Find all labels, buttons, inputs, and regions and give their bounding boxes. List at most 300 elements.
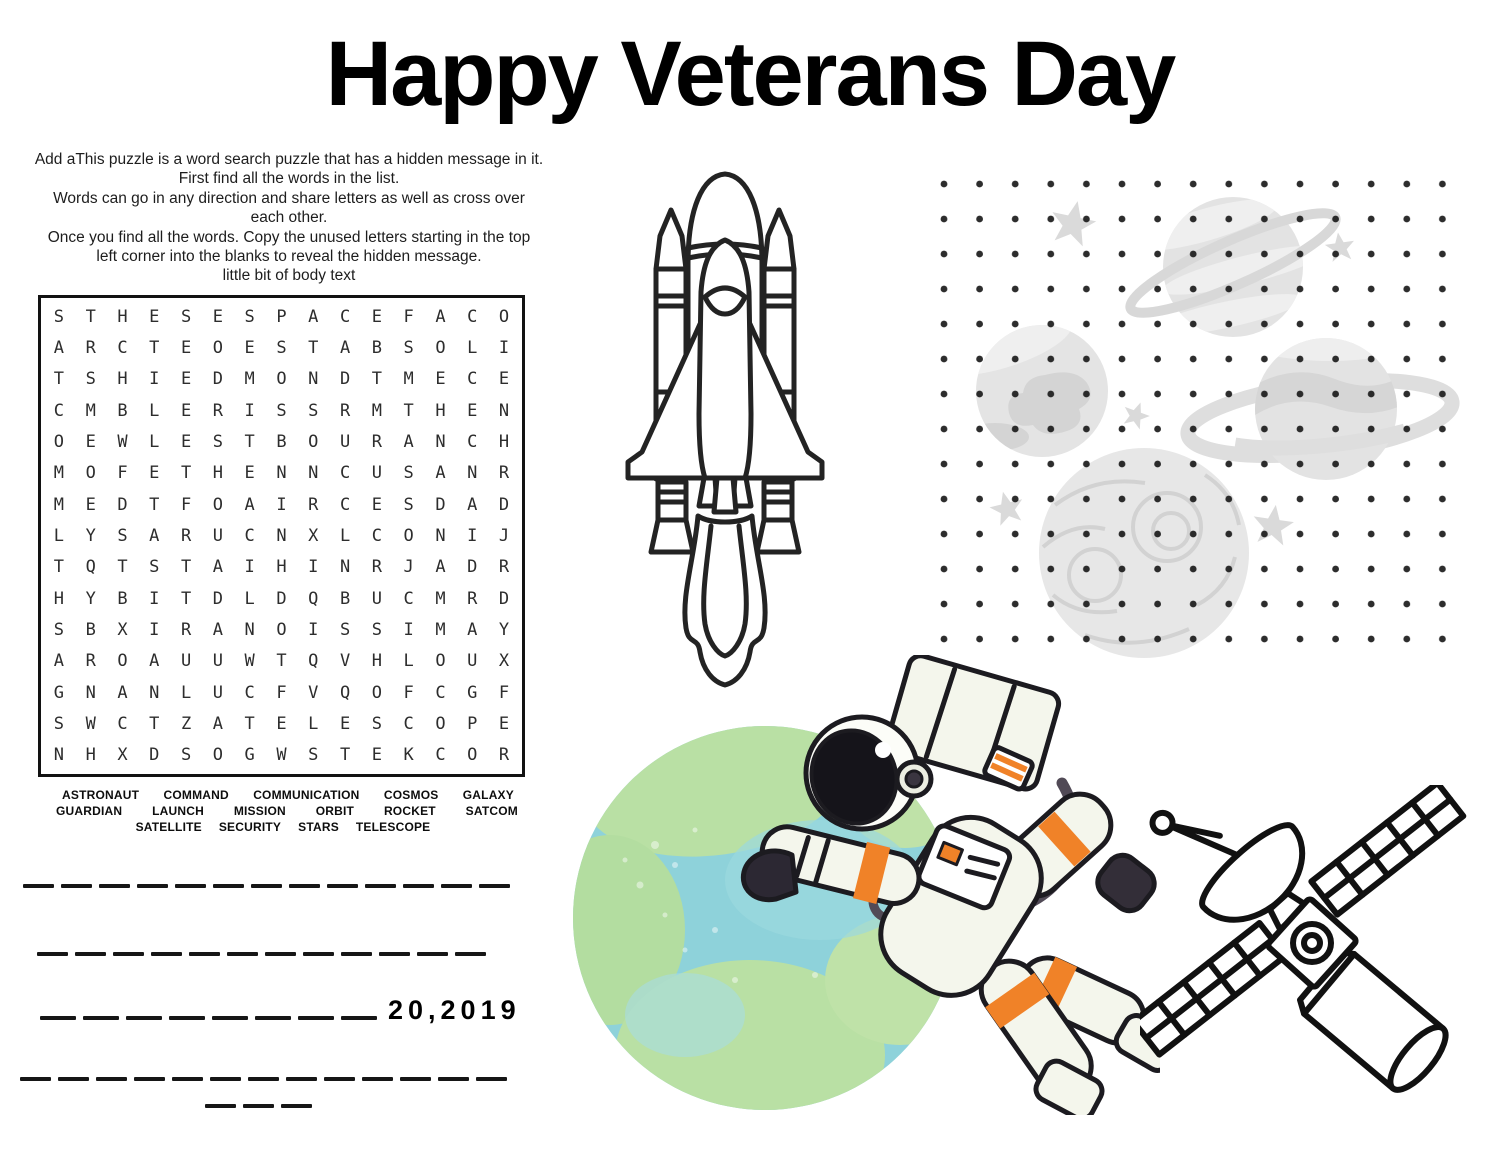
satellite-solar-array-upper [1311, 785, 1463, 915]
grid-letter: M [85, 400, 96, 421]
grid-letter: Q [308, 651, 319, 672]
word-list-item: SECURITY [218, 820, 282, 834]
grid-letter: E [276, 713, 287, 734]
grid-row [43, 677, 520, 708]
grid-letter: L [467, 337, 478, 358]
answer-blank [205, 1104, 236, 1108]
word-list-item: COSMOS [383, 788, 439, 802]
answer-blank [251, 884, 282, 888]
grid-letter: C [435, 745, 446, 766]
grid-row [43, 708, 520, 739]
grid-letter: A [244, 494, 255, 515]
grid-letter: E [244, 337, 255, 358]
grid-letter: S [117, 525, 128, 546]
grid-letter: S [276, 400, 287, 421]
grid-letter: C [53, 400, 65, 421]
grid-letter: S [180, 306, 192, 327]
grid-letter: C [244, 525, 255, 546]
grid-letter: O [212, 337, 223, 358]
grid-letter: T [308, 337, 319, 358]
word-search-grid [38, 295, 525, 777]
hidden-message-line-5 [205, 1104, 312, 1108]
answer-blank [40, 1016, 76, 1020]
grid-letter: O [276, 369, 287, 390]
answer-blank [189, 952, 220, 956]
grid-letter: O [117, 651, 128, 672]
grid-letter: S [339, 619, 351, 640]
grid-letter: M [403, 369, 414, 390]
grid-letter: R [212, 400, 223, 421]
grid-letter: I [149, 619, 160, 640]
satellite-illustration [1140, 785, 1500, 1115]
grid-letter: D [212, 588, 223, 609]
grid-letter: T [149, 713, 160, 734]
answer-blank [243, 1104, 274, 1108]
instructions-line: Once you find all the words. Copy the unused letters starting in the top [47, 228, 531, 246]
word-list-item: STARS [298, 820, 339, 834]
grid-letter: H [85, 745, 96, 766]
grid-row [43, 646, 520, 677]
grid-letter: S [371, 713, 382, 734]
grid-letter: S [149, 557, 160, 578]
grid-row [43, 364, 520, 395]
grid-letter: E [212, 306, 223, 327]
grid-letter: S [53, 619, 65, 640]
grid-letter: I [467, 525, 478, 546]
grid-letter: P [276, 306, 287, 327]
word-list-item: LAUNCH [152, 804, 204, 818]
word-list-item: SATELLITE [135, 820, 202, 834]
hidden-message-line-3 [40, 992, 521, 1024]
date-text: 20,2019 [388, 995, 521, 1025]
word-list-item: SATCOM [465, 804, 518, 818]
answer-blank [400, 1077, 431, 1081]
grid-letter: L [244, 588, 255, 609]
grid-letter: O [308, 431, 319, 452]
grid-letter: N [53, 745, 65, 766]
grid-letter: O [435, 713, 446, 734]
grid-letter: E [371, 494, 382, 515]
grid-row [43, 552, 520, 583]
grid-letter: A [149, 525, 160, 546]
grid-row [43, 614, 520, 645]
grid-letter: C [467, 431, 478, 452]
grid-letter: R [371, 557, 382, 578]
grid-letter: L [403, 651, 414, 672]
answer-blank [438, 1077, 469, 1081]
word-list-item: GALAXY [462, 788, 514, 802]
grid-letter: N [308, 369, 319, 390]
instructions-line: Add aThis puzzle is a word search puzzle that has a hidden message in it. [34, 151, 544, 168]
shuttle-cockpit-window [705, 288, 745, 314]
grid-letter: S [371, 619, 382, 640]
grid-letter: T [180, 588, 192, 609]
answer-blank [265, 952, 296, 956]
grid-letter: M [244, 369, 255, 390]
word-list-item: TELESCOPE [355, 820, 431, 834]
grid-letter: R [180, 525, 192, 546]
grid-letter: R [498, 557, 510, 578]
grid-letter: A [435, 463, 446, 484]
grid-letter: N [85, 682, 96, 703]
grid-letter: L [180, 682, 192, 703]
grid-letter: C [244, 682, 255, 703]
word-list-item: COMMAND [163, 788, 229, 802]
grid-letter: A [308, 306, 319, 327]
grid-letter: A [212, 619, 223, 640]
planets-dot-grid-illustration [935, 175, 1470, 665]
grid-letter: R [85, 651, 96, 672]
grid-letter: N [339, 557, 351, 578]
grid-letter: C [467, 306, 478, 327]
answer-blank [379, 952, 410, 956]
grid-letter: F [403, 682, 414, 703]
grid-letter: A [53, 651, 65, 672]
grid-letter: T [244, 713, 255, 734]
grid-letter: B [339, 588, 351, 609]
grid-letter: B [117, 588, 128, 609]
answer-blank [365, 884, 396, 888]
grid-letter: N [244, 619, 255, 640]
grid-letter: W [85, 713, 96, 734]
grid-letter: S [308, 400, 319, 421]
answer-blank [255, 1016, 291, 1020]
grid-letter: E [85, 431, 96, 452]
shuttle-engine-nozzles [699, 478, 751, 512]
instructions-line: Words can go in any direction and share letters as well as cross over [53, 189, 525, 207]
grid-letter: A [212, 713, 223, 734]
grid-letter: C [117, 337, 128, 358]
space-shuttle-illustration [600, 163, 850, 695]
grid-letter: H [435, 400, 446, 421]
grid-letter: N [276, 463, 287, 484]
grid-row [43, 489, 520, 520]
word-list-item: COMMUNICATION [253, 788, 360, 802]
answer-blank [126, 1016, 162, 1020]
dot-grid-overlay [935, 175, 1470, 665]
grid-letter: O [212, 745, 223, 766]
answer-blank [327, 884, 358, 888]
grid-letter: H [276, 557, 287, 578]
grid-letter: D [498, 494, 510, 515]
grid-letter: R [498, 463, 510, 484]
answer-blank [37, 952, 68, 956]
grid-letter: S [212, 431, 223, 452]
answer-blank [417, 952, 448, 956]
grid-letter: S [403, 494, 414, 515]
grid-letter: E [244, 463, 255, 484]
answer-blank [303, 952, 334, 956]
answer-blank [455, 952, 486, 956]
grid-row [43, 458, 520, 489]
grid-letter: T [149, 494, 160, 515]
answer-blank [341, 952, 372, 956]
grid-letter: I [308, 557, 319, 578]
grid-letter: T [371, 369, 382, 390]
word-list-row-1 [62, 788, 514, 802]
hidden-message-line-1 [23, 884, 510, 888]
grid-letter: Y [85, 588, 96, 609]
answer-blank [75, 952, 106, 956]
word-list-item: MISSION [233, 804, 286, 818]
answer-blank [172, 1077, 203, 1081]
grid-letter: L [339, 525, 351, 546]
satellite-solar-array-lower [1140, 923, 1285, 1055]
grid-letter: I [276, 494, 287, 515]
grid-letter: D [467, 557, 478, 578]
grid-letter: M [53, 494, 65, 515]
grid-letter: O [498, 306, 510, 327]
grid-letter: T [339, 745, 351, 766]
grid-letter: C [339, 494, 351, 515]
grid-letter: C [339, 463, 351, 484]
grid-letter: T [85, 306, 96, 327]
grid-letter: R [308, 494, 319, 515]
grid-letter: T [403, 400, 414, 421]
word-list-item: ASTRONAUT [62, 788, 140, 802]
grid-letter: S [180, 745, 192, 766]
answer-blank [212, 1016, 248, 1020]
grid-letter: C [371, 525, 382, 546]
grid-letter: M [435, 619, 446, 640]
answer-blank [213, 884, 244, 888]
grid-letter: A [149, 651, 160, 672]
answer-blank [137, 884, 168, 888]
grid-letter: Q [339, 682, 351, 703]
answer-blank [61, 884, 92, 888]
grid-letter: U [371, 463, 382, 484]
grid-letter: O [212, 494, 223, 515]
grid-letter: C [435, 682, 446, 703]
grid-letter: M [371, 400, 382, 421]
grid-letter: S [403, 337, 414, 358]
grid-letter: O [53, 431, 65, 452]
grid-letter: T [149, 337, 160, 358]
answer-blank [289, 884, 320, 888]
grid-letter: T [53, 557, 65, 578]
answer-blank [341, 1016, 377, 1020]
grid-letter: P [467, 713, 478, 734]
grid-letter: B [276, 431, 287, 452]
instructions-line: each other. [250, 209, 328, 227]
grid-letter: S [403, 463, 414, 484]
grid-letter: N [149, 682, 160, 703]
answer-blank [281, 1104, 312, 1108]
grid-letter: D [149, 745, 160, 766]
grid-letter: E [149, 306, 160, 327]
grid-letter: J [403, 557, 414, 578]
grid-letter: A [212, 557, 223, 578]
grid-letter: N [435, 431, 446, 452]
grid-letter: L [308, 713, 319, 734]
grid-letter: C [467, 369, 478, 390]
grid-letter: R [85, 337, 96, 358]
grid-letter: I [308, 619, 319, 640]
grid-letter: H [371, 651, 382, 672]
grid-letter: V [339, 651, 351, 672]
grid-letter: S [85, 369, 96, 390]
grid-letter: D [339, 369, 351, 390]
grid-letter: D [498, 588, 510, 609]
answer-blank [248, 1077, 279, 1081]
grid-letter: E [371, 745, 382, 766]
grid-letter: O [85, 463, 96, 484]
grid-letter: U [180, 651, 192, 672]
grid-letter: W [117, 431, 128, 452]
grid-letter: T [244, 431, 255, 452]
grid-letter: X [498, 651, 510, 672]
grid-letter: A [467, 494, 478, 515]
answer-blank [58, 1077, 89, 1081]
grid-letter: L [149, 431, 160, 452]
grid-letter: L [53, 525, 65, 546]
astronaut-left-glove [743, 851, 796, 900]
grid-letter: D [435, 494, 446, 515]
grid-letter: G [53, 682, 65, 703]
grid-letter: Z [180, 713, 192, 734]
grid-letter: U [339, 431, 351, 452]
grid-letter: N [308, 463, 319, 484]
grid-letter: A [117, 682, 128, 703]
instructions-line: First find all the words in the list. [178, 170, 400, 188]
answer-blank [96, 1077, 127, 1081]
grid-letter: E [85, 494, 96, 515]
grid-letter: O [403, 525, 414, 546]
grid-letter: Y [498, 619, 510, 640]
answer-blank [169, 1016, 205, 1020]
grid-letter: F [117, 463, 128, 484]
shuttle-fuselage [699, 240, 751, 478]
grid-letter: H [53, 588, 65, 609]
grid-letter: T [53, 369, 65, 390]
grid-letter: U [212, 651, 223, 672]
answer-blank [113, 952, 144, 956]
grid-letter: I [149, 588, 160, 609]
grid-letter: I [244, 400, 255, 421]
grid-letter: A [339, 337, 351, 358]
grid-letter: Y [85, 525, 96, 546]
grid-letter: D [212, 369, 223, 390]
grid-letter: C [339, 306, 351, 327]
grid-letter: E [180, 431, 192, 452]
word-list-item: ROCKET [383, 804, 436, 818]
grid-letter: Q [308, 588, 319, 609]
grid-letter: F [276, 682, 287, 703]
grid-letter: W [244, 651, 255, 672]
grid-letter: A [53, 337, 65, 358]
grid-letter: U [212, 682, 223, 703]
answer-blank [151, 952, 182, 956]
grid-letter: O [467, 745, 478, 766]
grid-letter: S [308, 745, 319, 766]
grid-letter: T [180, 557, 192, 578]
grid-letter: I [244, 557, 255, 578]
grid-letter: A [403, 431, 414, 452]
grid-letter: U [212, 525, 223, 546]
grid-letter: S [53, 306, 65, 327]
grid-letter: H [212, 463, 223, 484]
grid-letter: E [180, 400, 192, 421]
answer-blank [83, 1016, 119, 1020]
grid-letter: G [244, 745, 255, 766]
grid-letter: E [498, 369, 510, 390]
answer-blank [134, 1077, 165, 1081]
answer-blank [99, 884, 130, 888]
answer-blank [210, 1077, 241, 1081]
grid-letter: R [339, 400, 351, 421]
answer-blank [362, 1077, 393, 1081]
grid-letter: T [276, 651, 287, 672]
grid-letter: R [371, 431, 382, 452]
grid-letter: I [403, 619, 414, 640]
grid-letter: L [149, 400, 160, 421]
word-list-row-2 [56, 804, 518, 818]
grid-letter: S [53, 713, 65, 734]
grid-letter: S [244, 306, 255, 327]
grid-letter: M [53, 463, 65, 484]
grid-letter: E [180, 337, 192, 358]
answer-blank [298, 1016, 334, 1020]
grid-letter: E [149, 463, 160, 484]
grid-letter: O [435, 651, 446, 672]
grid-letter: I [498, 337, 510, 358]
grid-letter: E [467, 400, 478, 421]
grid-letter: E [371, 306, 382, 327]
grid-letter: D [276, 588, 287, 609]
answer-blank [20, 1077, 51, 1081]
instructions-line: little bit of body text [222, 267, 356, 285]
answer-blank [479, 884, 510, 888]
grid-letter: Q [85, 557, 96, 578]
grid-letter: F [403, 306, 414, 327]
grid-letter: X [117, 745, 128, 766]
grid-letter: T [180, 463, 192, 484]
grid-letter: U [371, 588, 382, 609]
answer-blank [23, 884, 54, 888]
grid-letter: F [498, 682, 510, 703]
page-title: Happy Veterans Day [325, 23, 1175, 125]
grid-letter: N [435, 525, 446, 546]
grid-row [43, 301, 520, 332]
grid-row [43, 583, 520, 614]
grid-letter: E [180, 369, 192, 390]
grid-letter: I [149, 369, 160, 390]
grid-letter: E [498, 713, 510, 734]
grid-letter: R [180, 619, 192, 640]
grid-letter: E [435, 369, 446, 390]
answer-blank [324, 1077, 355, 1081]
answer-blank [441, 884, 472, 888]
grid-letter: A [435, 306, 446, 327]
grid-letter: F [180, 494, 192, 515]
grid-row [43, 332, 520, 363]
grid-letter: A [467, 619, 478, 640]
grid-row [43, 395, 520, 426]
grid-letter: H [498, 431, 510, 452]
answer-blank [476, 1077, 507, 1081]
grid-letter: X [308, 525, 319, 546]
answer-blank [175, 884, 206, 888]
grid-letter: E [339, 713, 351, 734]
answer-blank [227, 952, 258, 956]
grid-letter: C [403, 588, 414, 609]
grid-letter: B [85, 619, 96, 640]
grid-letter: R [467, 588, 478, 609]
hidden-message-line-2 [37, 952, 486, 956]
grid-letter: N [498, 400, 510, 421]
grid-letter: U [467, 651, 478, 672]
instructions-block [28, 150, 550, 286]
